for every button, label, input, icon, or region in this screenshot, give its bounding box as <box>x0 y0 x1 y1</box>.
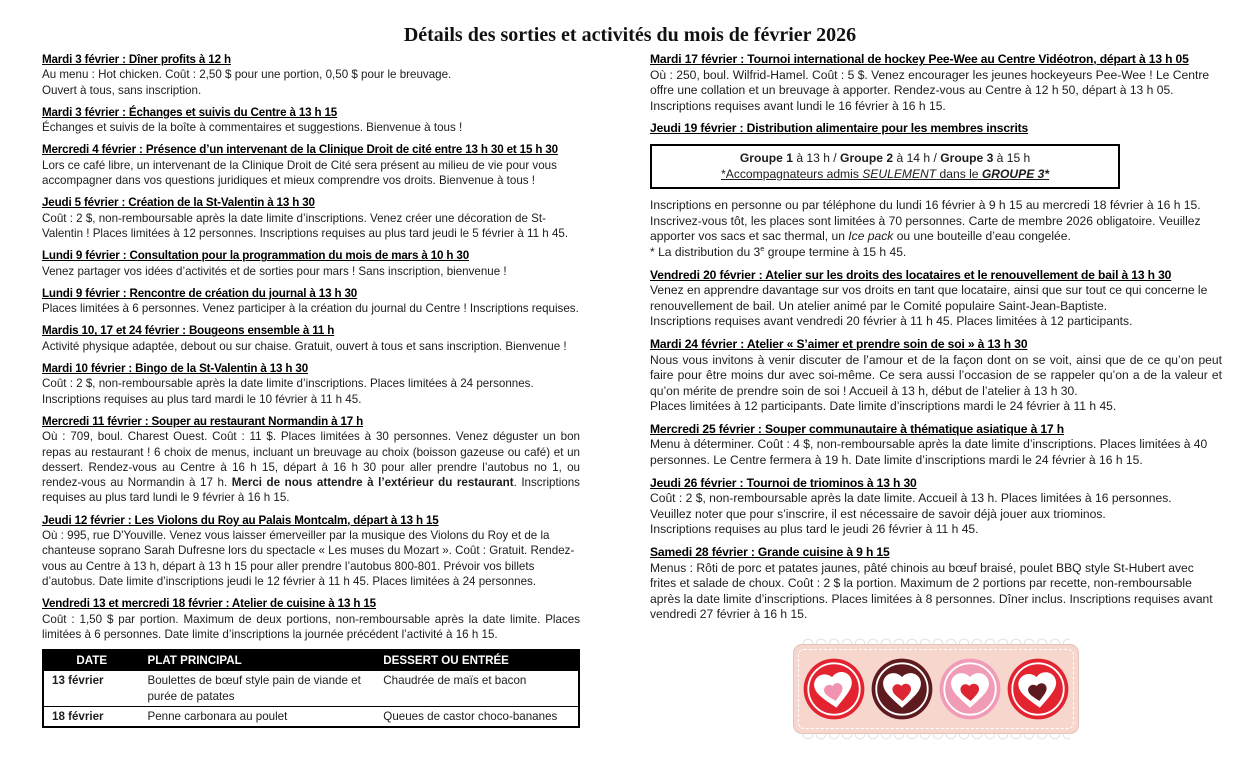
paragraph <box>650 245 1222 261</box>
section-heading: Mardis 10, 17 et 24 février : Bougeons ensemble à 11 h <box>42 324 335 338</box>
right-column <box>650 52 1222 743</box>
text-segment: Où : 995, rue D'Youville. Venez vous laisser émerveiller par la musique des Violons du Roy et de la chanteuse soprano Sarah Dufresne lors du spectacle « Les muses du Mozart ». Coût : Gratuit. Rendez-vous au Centre à 13 h, départ à 13 h 15 pour aller prendre l’autobus 800-801. Prévoir vos billets d’autobus. Date limite d’inscriptions jeudi le 12 février à 11 h 45. Places limitées à 24 personnes. <box>42 529 575 588</box>
activity-section <box>650 422 1222 469</box>
paragraph <box>650 507 1222 523</box>
paragraph <box>650 399 1222 415</box>
group-note-line <box>662 167 1108 183</box>
table-cell: Chaudrée de maïs et bacon <box>375 671 579 707</box>
paragraph <box>650 99 1222 115</box>
table-cell: Boulettes de bœuf style pain de viande et purée de patates <box>139 671 375 707</box>
text-segment: GROUPE 3* <box>981 166 1050 181</box>
paragraph <box>42 376 580 391</box>
activity-section <box>42 323 580 354</box>
paragraph <box>42 301 580 316</box>
text-segment: Inscriptions requises avant lundi le 16 février à 16 h 15. <box>650 98 946 113</box>
left-column <box>42 52 580 728</box>
activity-section <box>42 596 580 642</box>
activity-section <box>650 198 1222 260</box>
section-heading: Mardi 24 février : Atelier « S’aimer et prendre soin de soi » à 13 h 30 <box>650 336 1028 351</box>
section-heading: Mardi 3 février : Dîner profits à 12 h <box>42 53 231 66</box>
text-segment: Inscriptions requises avant vendredi 20 février à 11 h 45. Places limitées à 12 participants. <box>650 314 1133 329</box>
text-segment: *Accompagnateurs admis <box>721 166 863 181</box>
paragraph <box>650 198 1222 245</box>
hearts-banner <box>793 635 1079 743</box>
text-segment: Coût : 2 $, non-remboursable après la date limite d’inscriptions. Venez créer une décoration de St-Valentin ! Places limitées à 12 personnes. Inscriptions requises au plus tard jeudi le 5 février à 11 h 45. <box>42 211 569 240</box>
text-segment: Lors ce café libre, un intervenant de la Clinique Droit de Cité sera présent au milieu de vie pour vous accompagner dans vos questions juridiques et mieux comprendre vos droits. Bienvenue à tous ! <box>42 158 557 188</box>
paragraph <box>42 264 580 279</box>
text-segment: Places limitées à 12 participants. Date limite d’inscriptions mardi le 24 février à 11 h 45. <box>650 399 1117 414</box>
text-segment: Venez en apprendre davantage sur vos droits en tant que locataire, ainsi que sur tout ce qui concerne le renouvellement de bail. Un atelier animé par le Comité populaire Saint-Jean-Baptiste. <box>650 283 1208 313</box>
table-header-row <box>43 650 579 671</box>
paragraph <box>42 528 580 589</box>
paragraph <box>650 522 1222 538</box>
activity-section <box>42 414 580 506</box>
text-segment: Ouvert à tous, sans inscription. <box>42 83 202 97</box>
page-title: Détails des sorties et activités du mois de février 2026 <box>403 24 857 46</box>
activity-section <box>42 248 580 279</box>
paragraph <box>42 612 580 643</box>
text-segment: * La distribution du 3 <box>650 244 761 259</box>
text-segment: Groupe 2 <box>840 150 894 165</box>
paragraph <box>42 429 580 505</box>
section-heading: Lundi 9 février : Rencontre de création du journal à 13 h 30 <box>42 286 358 300</box>
text-segment: e <box>760 243 765 253</box>
text-segment: Groupe 3 <box>940 150 994 165</box>
text-segment: à 15 h <box>993 150 1031 165</box>
text-segment: Inscriptions requises au plus tard le jeudi 26 février à 11 h 45. <box>650 522 979 537</box>
pink-circle-red-heart-icon <box>939 658 1001 720</box>
lace-edge-bottom <box>802 734 1070 743</box>
table-cell: Penne carbonara au poulet <box>139 706 375 727</box>
red-circle-pink-heart-icon <box>803 658 865 720</box>
section-heading: Jeudi 26 février : Tournoi de triominos à 13 h 30 <box>650 475 917 490</box>
activity-section <box>42 286 580 317</box>
table-header-cell: PLAT PRINCIPAL <box>139 650 375 671</box>
text-segment: Veuillez noter que pour s’inscrire, il est nécessaire de savoir déjà jouer aux triominos. <box>650 506 1106 521</box>
text-segment: Inscriptions en personne ou par téléphone du lundi 16 février à 9 h 15 au mercredi 18 février à 16 h 15. Inscrivez-vous tôt, les places sont limitées à 70 personnes. Carte de membre 2026 obligatoire. Veuillez apporter vos sacs et sac thermal, un <box>650 198 1201 244</box>
text-segment: Inscriptions requises au plus tard mardi le 10 février à 11 h 45. <box>42 392 362 406</box>
paragraph <box>42 83 580 98</box>
activity-section <box>650 52 1222 114</box>
section-heading: Mardi 3 février : Échanges et suivis du Centre à 13 h 15 <box>42 105 338 119</box>
text-segment: à 13 h / <box>792 150 841 165</box>
paragraph <box>650 561 1222 623</box>
activity-section <box>650 268 1222 330</box>
paragraph <box>42 211 580 242</box>
text-segment: Menus : Rôti de porc et patates jaunes, pâté chinois au bœuf braisé, poulet BBQ style St-Hubert avec frites et salade de choux. Coût : 2 $ la portion. Maximum de 2 portions par recette, non-remboursable après la date limite d’inscriptions. Places limitées à 8 personnes. Dîner inclus. Inscriptions requises avant vendredi 27 février à 16 h 15. <box>650 560 1213 622</box>
paragraph <box>650 491 1222 507</box>
table-row <box>43 671 579 707</box>
section-heading: Jeudi 5 février : Création de la St-Valentin à 13 h 30 <box>42 196 315 210</box>
paragraph <box>650 437 1222 468</box>
section-heading: Samedi 28 février : Grande cuisine à 9 h 15 <box>650 545 890 560</box>
table-row <box>43 706 579 727</box>
section-heading: Mardi 17 février : Tournoi international de hockey Pee-Wee au Centre Vidéotron, départ à 13 h 05 <box>650 52 1189 66</box>
text-segment: Groupe 1 <box>739 150 793 165</box>
hearts-banner-body <box>793 644 1079 734</box>
table-cell: 13 février <box>43 671 139 707</box>
section-heading: Mercredi 4 février : Présence d’un intervenant de la Clinique Droit de cité entre 13 h 30 et 15 h 30 <box>42 143 558 157</box>
text-segment: Échanges et suivis de la boîte à commentaires et suggestions. Bienvenue à tous ! <box>42 121 463 135</box>
text-segment: ou une bouteille d’eau congelée. <box>893 229 1071 244</box>
maroon-circle-red-heart-icon <box>871 658 933 720</box>
activity-section <box>42 361 580 407</box>
section-heading: Mercredi 11 février : Souper au restaurant Normandin à 17 h <box>42 414 364 428</box>
activity-section <box>650 337 1222 415</box>
paragraph <box>650 283 1222 314</box>
table-header-cell: DESSERT OU ENTRÉE <box>375 650 579 671</box>
text-segment: Places limitées à 6 personnes. Venez participer à la création du journal du Centre ! Inscriptions requises. <box>42 302 579 316</box>
activity-section <box>42 52 580 98</box>
activity-section <box>650 476 1222 538</box>
activity-section <box>42 513 580 589</box>
activity-section <box>42 195 580 241</box>
paragraph <box>42 120 580 135</box>
meal-table <box>42 649 580 728</box>
lace-edge-top <box>802 635 1070 644</box>
text-segment: Activité physique adaptée, debout ou sur chaise. Gratuit, ouvert à tous et sans inscription. Bienvenue ! <box>42 339 567 353</box>
text-segment: Nous vous invitons à venir discuter de l’amour et de la façon dont on se voit, ainsi que de ce qu’on peut faire pour être moins dur avec soi-même. Ce sera aussi l’occasion de se rappeler qu’on a de la valeur et qu’on mérite de prendre soin de soi ! Accueil à 13 h, début de l’atelier à 13 h 30. <box>650 352 1222 398</box>
activity-section <box>650 545 1222 623</box>
text-segment: Ice pack <box>848 229 894 244</box>
text-segment: Coût : 1,50 $ par portion. Maximum de deux portions, non-remboursable après la date limite. Places limitées à 6 personnes. Date limite d’inscriptions la journée précédent l’activité à 16 h 15. <box>42 612 580 641</box>
paragraph <box>42 158 580 189</box>
text-segment: Où : 709, boul. Charest Ouest. Coût : 11 $. Places limitées à 30 personnes. Venez déguster un bon repas au restaurant ! 6 choix de menus, incluant un breuvage au choix (boisson gazeuse ou café) et un dessert. Rendez-vous au Centre à 16 h 15, départ à 16 h 30 pour aller prendre l’autobus no 1, ou rendez-vous au Normandin à 17 h. <box>42 430 580 490</box>
text-segment: dans le <box>936 166 982 181</box>
text-segment: à 14 h / <box>893 150 941 165</box>
paragraph <box>650 68 1222 99</box>
activity-section <box>42 142 580 188</box>
text-segment: Merci de nous attendre à l’extérieur du restaurant <box>231 476 514 490</box>
table-cell: 18 février <box>43 706 139 727</box>
red-circle-maroon-heart-icon <box>1007 658 1069 720</box>
section-heading: Jeudi 12 février : Les Violons du Roy au Palais Montcalm, départ à 13 h 15 <box>42 513 439 527</box>
text-segment: SEULEMENT <box>862 166 937 181</box>
table-header-cell: DATE <box>43 650 139 671</box>
paragraph <box>650 353 1222 400</box>
activity-section <box>42 105 580 136</box>
table-cell: Queues de castor choco-bananes <box>375 706 579 727</box>
text-segment: Au menu : Hot chicken. Coût : 2,50 $ pour une portion, 0,50 $ pour le breuvage. <box>42 68 452 82</box>
paragraph <box>42 339 580 354</box>
text-segment: Menu à déterminer. Coût : 4 $, non-remboursable après la date limite d’inscriptions. Places limitées à 40 personnes. Le Centre fermera à 19 h. Date limite d’inscriptions mardi le 24 février à 16 h 15. <box>650 437 1208 468</box>
text-segment: . Inscriptions requises au plus tard lundi le 9 février à 16 h 15. <box>42 476 580 505</box>
section-heading: Lundi 9 février : Consultation pour la programmation du mois de mars à 10 h 30 <box>42 249 470 263</box>
paragraph <box>42 392 580 407</box>
paragraph <box>42 67 580 82</box>
text-segment: Coût : 2 $, non-remboursable après la date limite d’inscriptions. Places limitées à 24 personnes. <box>42 377 534 391</box>
activity-section <box>650 121 1222 137</box>
group-schedule-box <box>650 144 1120 189</box>
text-segment: groupe termine à 15 h 45. <box>764 244 907 259</box>
paragraph <box>650 314 1222 330</box>
section-heading: Vendredi 20 février : Atelier sur les droits des locataires et le renouvellement de bail à 13 h 30 <box>650 267 1172 282</box>
text-segment: Coût : 2 $, non-remboursable après la date limite. Accueil à 13 h. Places limitées à 16 personnes. <box>650 491 1172 506</box>
section-heading: Vendredi 13 et mercredi 18 février : Atelier de cuisine à 13 h 15 <box>42 597 376 611</box>
group-times-line <box>662 151 1108 167</box>
section-heading: Mercredi 25 février : Souper communautaire à thématique asiatique à 17 h <box>650 421 1064 436</box>
columns-container <box>0 52 1260 743</box>
section-heading: Mardi 10 février : Bingo de la St-Valentin à 13 h 30 <box>42 362 309 376</box>
text-segment: Venez partager vos idées d’activités et de sorties pour mars ! Sans inscription, bienvenue ! <box>42 264 507 278</box>
text-segment: Où : 250, boul. Wilfrid-Hamel. Coût : 5 $. Venez encourager les jeunes hockeyeurs Pee-Wee ! Le Centre offre une collation et un breuvage à apporter. Rendez-vous au Centre à 12 h 50, départ à 13 h 05. <box>650 67 1210 98</box>
section-heading: Jeudi 19 février : Distribution alimentaire pour les membres inscrits <box>650 121 1029 136</box>
